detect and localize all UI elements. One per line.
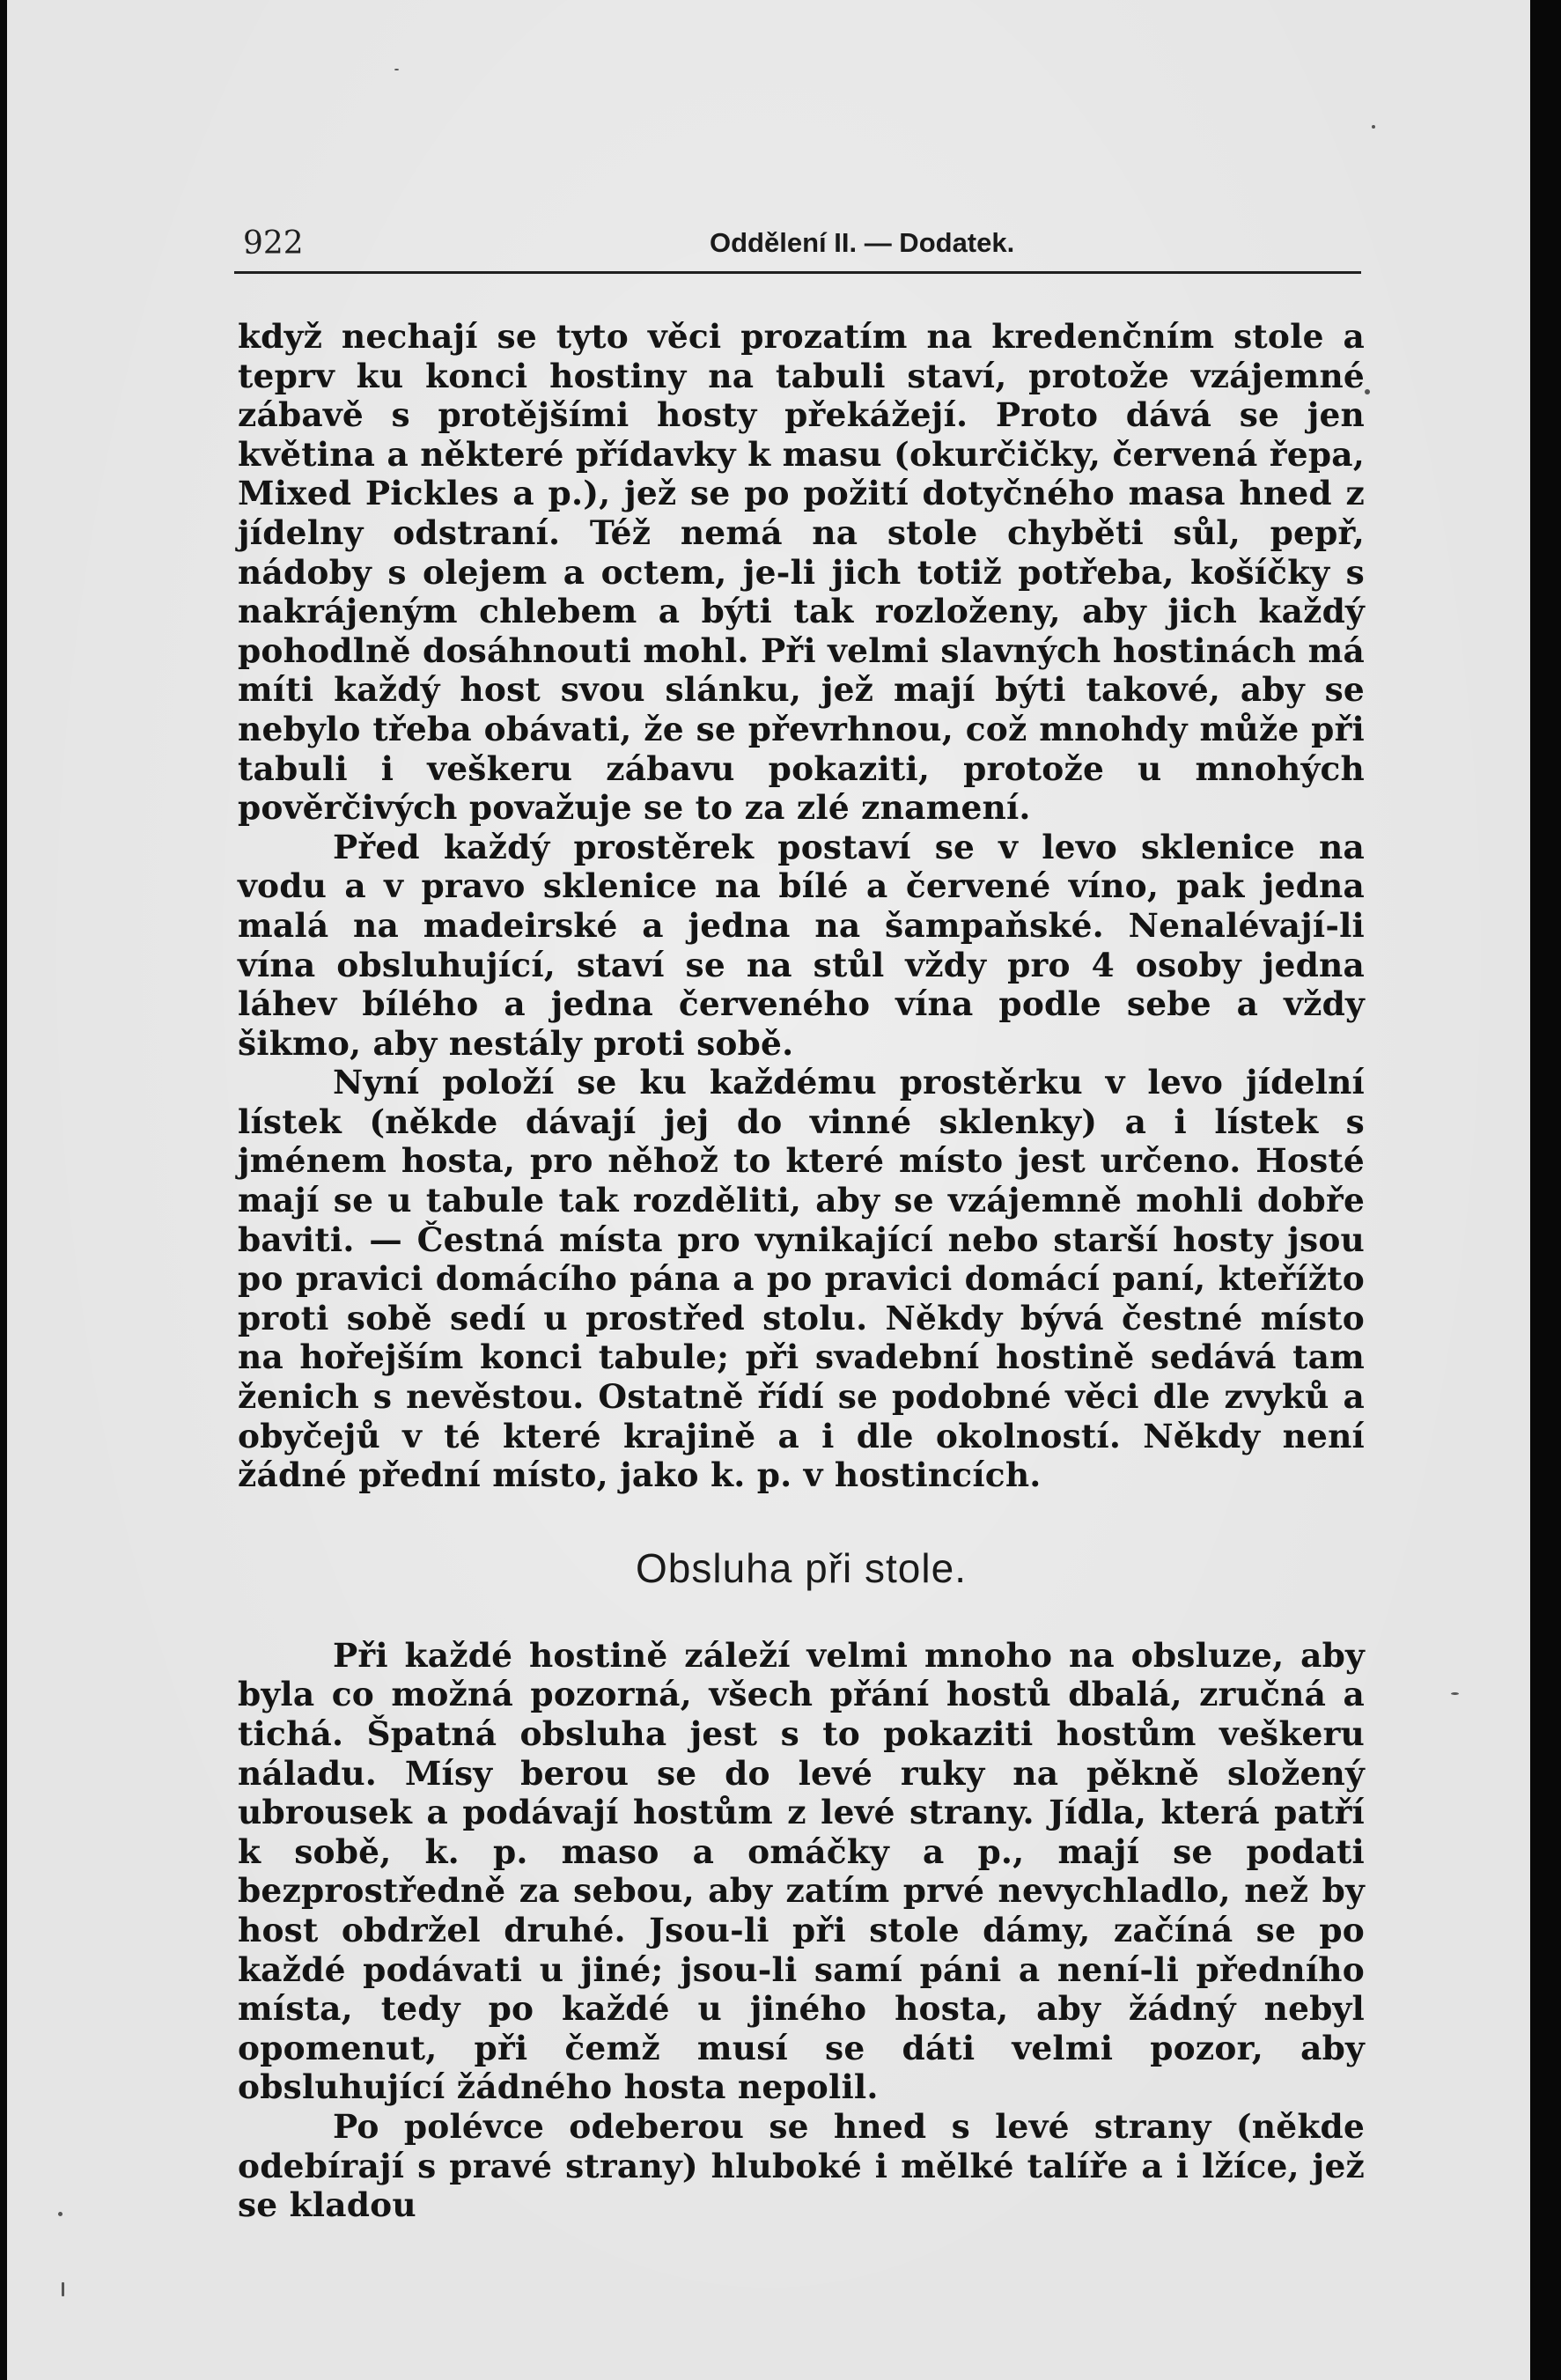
page-number: 922	[243, 225, 304, 262]
page-body	[238, 317, 1365, 2225]
paper-sheet	[7, 0, 1530, 2380]
paragraph: Po polévce odeberou se hned s levé strany (někde odebírají s pravé strany) hluboké i mělké talíře a i lžíce, jež se kladou	[238, 2106, 1365, 2225]
section-heading: Obsluha při stole.	[636, 1544, 967, 1591]
paragraph: Nyní položí se ku každému prostěrku v levo jídelní lístek (někde dávají jej do vinné sklenky) a i lístek s jménem hosta, pro něhož to které místo jest určeno. Hosté mají se u tabule tak rozděliti, aby se vzájemně mohli dobře baviti. — Čestná místa pro vynikající nebo starší hosty jsou po pravici domácího pána a po pravici domácí paní, kteřížto proti sobě sedí u prostřed stolu. Někdy bývá čestné místo na hořejším konci tabule; při svadební hostině sedává tam ženich s nevěstou. Ostatně řídí se podobné věci dle zvyků a obyčejů v té které krajině a i dle okolností. Někdy není žádné přední místo, jako k. p. v hostincích.	[238, 1063, 1365, 1495]
running-head-title: Oddělení II. — Dodatek.	[710, 227, 1015, 258]
paragraph: Při každé hostině záleží velmi mnoho na obsluze, aby byla co možná pozorná, všech přání hostů dbalá, zručná a tichá. Špatná obsluha jest s to pokaziti hostům veškeru náladu. Mísy berou se do levé ruky na pěkně složený ubrousek a podávají hostům z levé strany. Jídla, která patří k sobě, k. p. maso a omáčky a p., mají se podati bezprostředně za sebou, aby zatím prvé nevychladlo, než by host obdržel druhé. Jsou-li při stole dámy, začíná se po každé podávati u jiné; jsou-li samí páni a není-li předního místa, tedy po každé u jiného hosta, aby žádný nebyl opomenut, při čemž musí se dáti velmi pozor, aby obsluhující žádného hosta nepolil.	[238, 1635, 1365, 2107]
paragraph: Před každý prostěrek postaví se v levo sklenice na vodu a v pravo sklenice na bílé a červené víno, pak jedna malá na madeirské a jedna na šampaňské. Nenalévají-li vína obsluhující, staví se na stůl vždy pro 4 osoby jedna láhev bílého a jedna červeného vína podle sebe a vždy šikmo, aby nestály proti sobě.	[238, 827, 1365, 1063]
paper-speck	[62, 2282, 64, 2296]
paper-speck	[1372, 125, 1375, 129]
scan-dark-edge	[1530, 0, 1561, 2380]
paper-speck	[1365, 389, 1370, 394]
paragraph-continued: když nechají se tyto věci prozatím na kredenčním stole a teprv ku konci hostiny na tabuli staví, protože vzájemné zábavě s protějšími hosty překážejí. Proto dává se jen květina a některé přídavky k masu (okurčičky, červená řepa, Mixed Pickles a p.), jež se po požití dotyčného masa hned z jídelny odstraní. Též nemá na stole chyběti sůl, pepř, nádoby s olejem a octem, je-li jich totiž potřeba, košíčky s nakrájeným chlebem a býti tak rozloženy, aby jich každý pohodlně dosáhnouti mohl. Při velmi slavných hostinách má míti každý host svou slánku, jež mají býti takové, aby se nebylo třeba obávati, že se převrhnou, což mnohdy může při tabuli i veškeru zábavu pokaziti, protože u mnohých pověrčivých považuje se to za zlé znamení.	[238, 317, 1365, 828]
running-header	[234, 220, 1361, 269]
header-rule	[234, 271, 1361, 274]
paper-speck	[58, 2212, 63, 2216]
paper-speck	[1451, 1692, 1459, 1695]
paper-speck	[394, 69, 399, 70]
book-page	[234, 220, 1365, 2225]
